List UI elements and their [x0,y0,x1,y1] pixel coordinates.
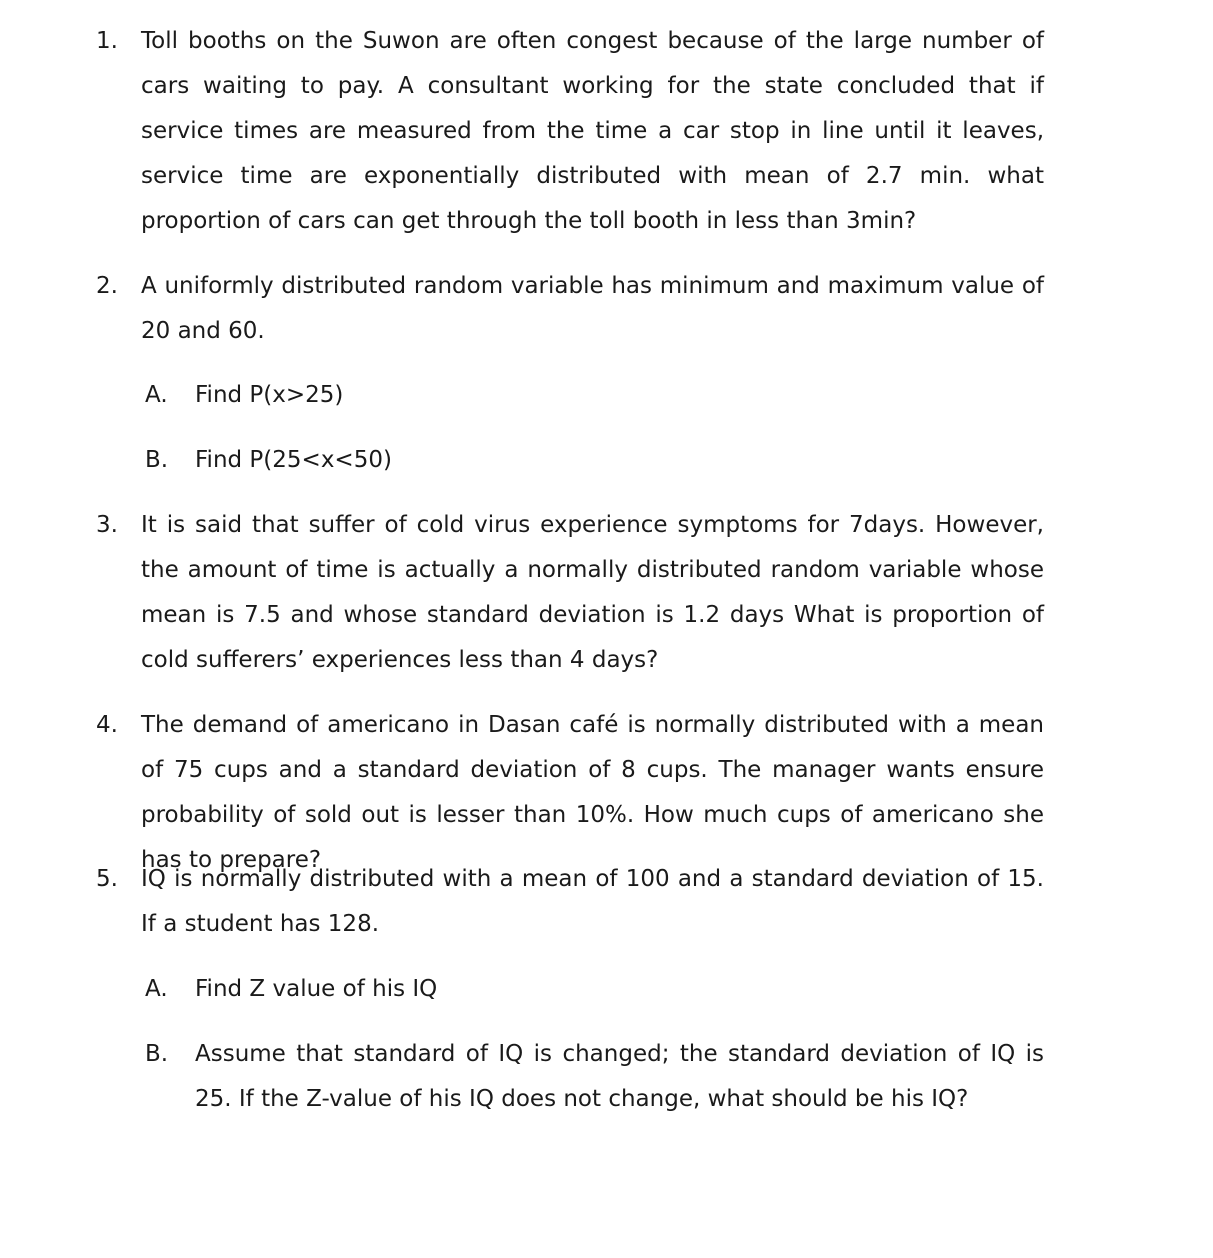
part-letter: B. [145,447,169,473]
question-text: It is said that suffer of cold virus experience symptoms for 7days. However, the amount of time is actually a normally distributed random variable whose mean is 7.5 and whose standard deviation is 1.2 days What is proportion of cold sufferers’ experiences less than 4 days? [141,512,1044,673]
part-text: Find P(25<x<50) [195,447,392,473]
question-number: 3. [96,512,118,538]
question-number: 1. [96,28,118,54]
part-letter: A. [145,382,168,408]
question-text: IQ is normally distributed with a mean of 100 and a standard deviation of 15. If a student has 128. [141,866,1044,937]
part-letter: A. [145,976,168,1002]
question-number: 2. [96,273,118,299]
question-number: 4. [96,712,118,738]
question-text: A uniformly distributed random variable has minimum and maximum value of 20 and 60. [141,273,1044,344]
part-text: Find P(x>25) [195,382,344,408]
question-text: The demand of americano in Dasan café is normally distributed with a mean of 75 cups and a standard deviation of 8 cups. The manager wants ensure probability of sold out is lesser than 10%. How much cups of americano she has to prepare? [141,712,1044,873]
part-letter: B. [145,1041,169,1067]
part-text: Find Z value of his IQ [195,976,438,1002]
question-text: Toll booths on the Suwon are often congest because of the large number of cars waiting to pay. A consultant working for the state concluded that if service times are measured from the time a car stop in line until it leaves, service time are exponentially distributed with mean of 2.7 min. what proportion of cars can get through the toll booth in less than 3min? [141,28,1044,234]
question-number: 5. [96,866,118,892]
part-text: Assume that standard of IQ is changed; the standard deviation of IQ is 25. If the Z-value of his IQ does not change, what should be his IQ? [195,1041,1044,1112]
